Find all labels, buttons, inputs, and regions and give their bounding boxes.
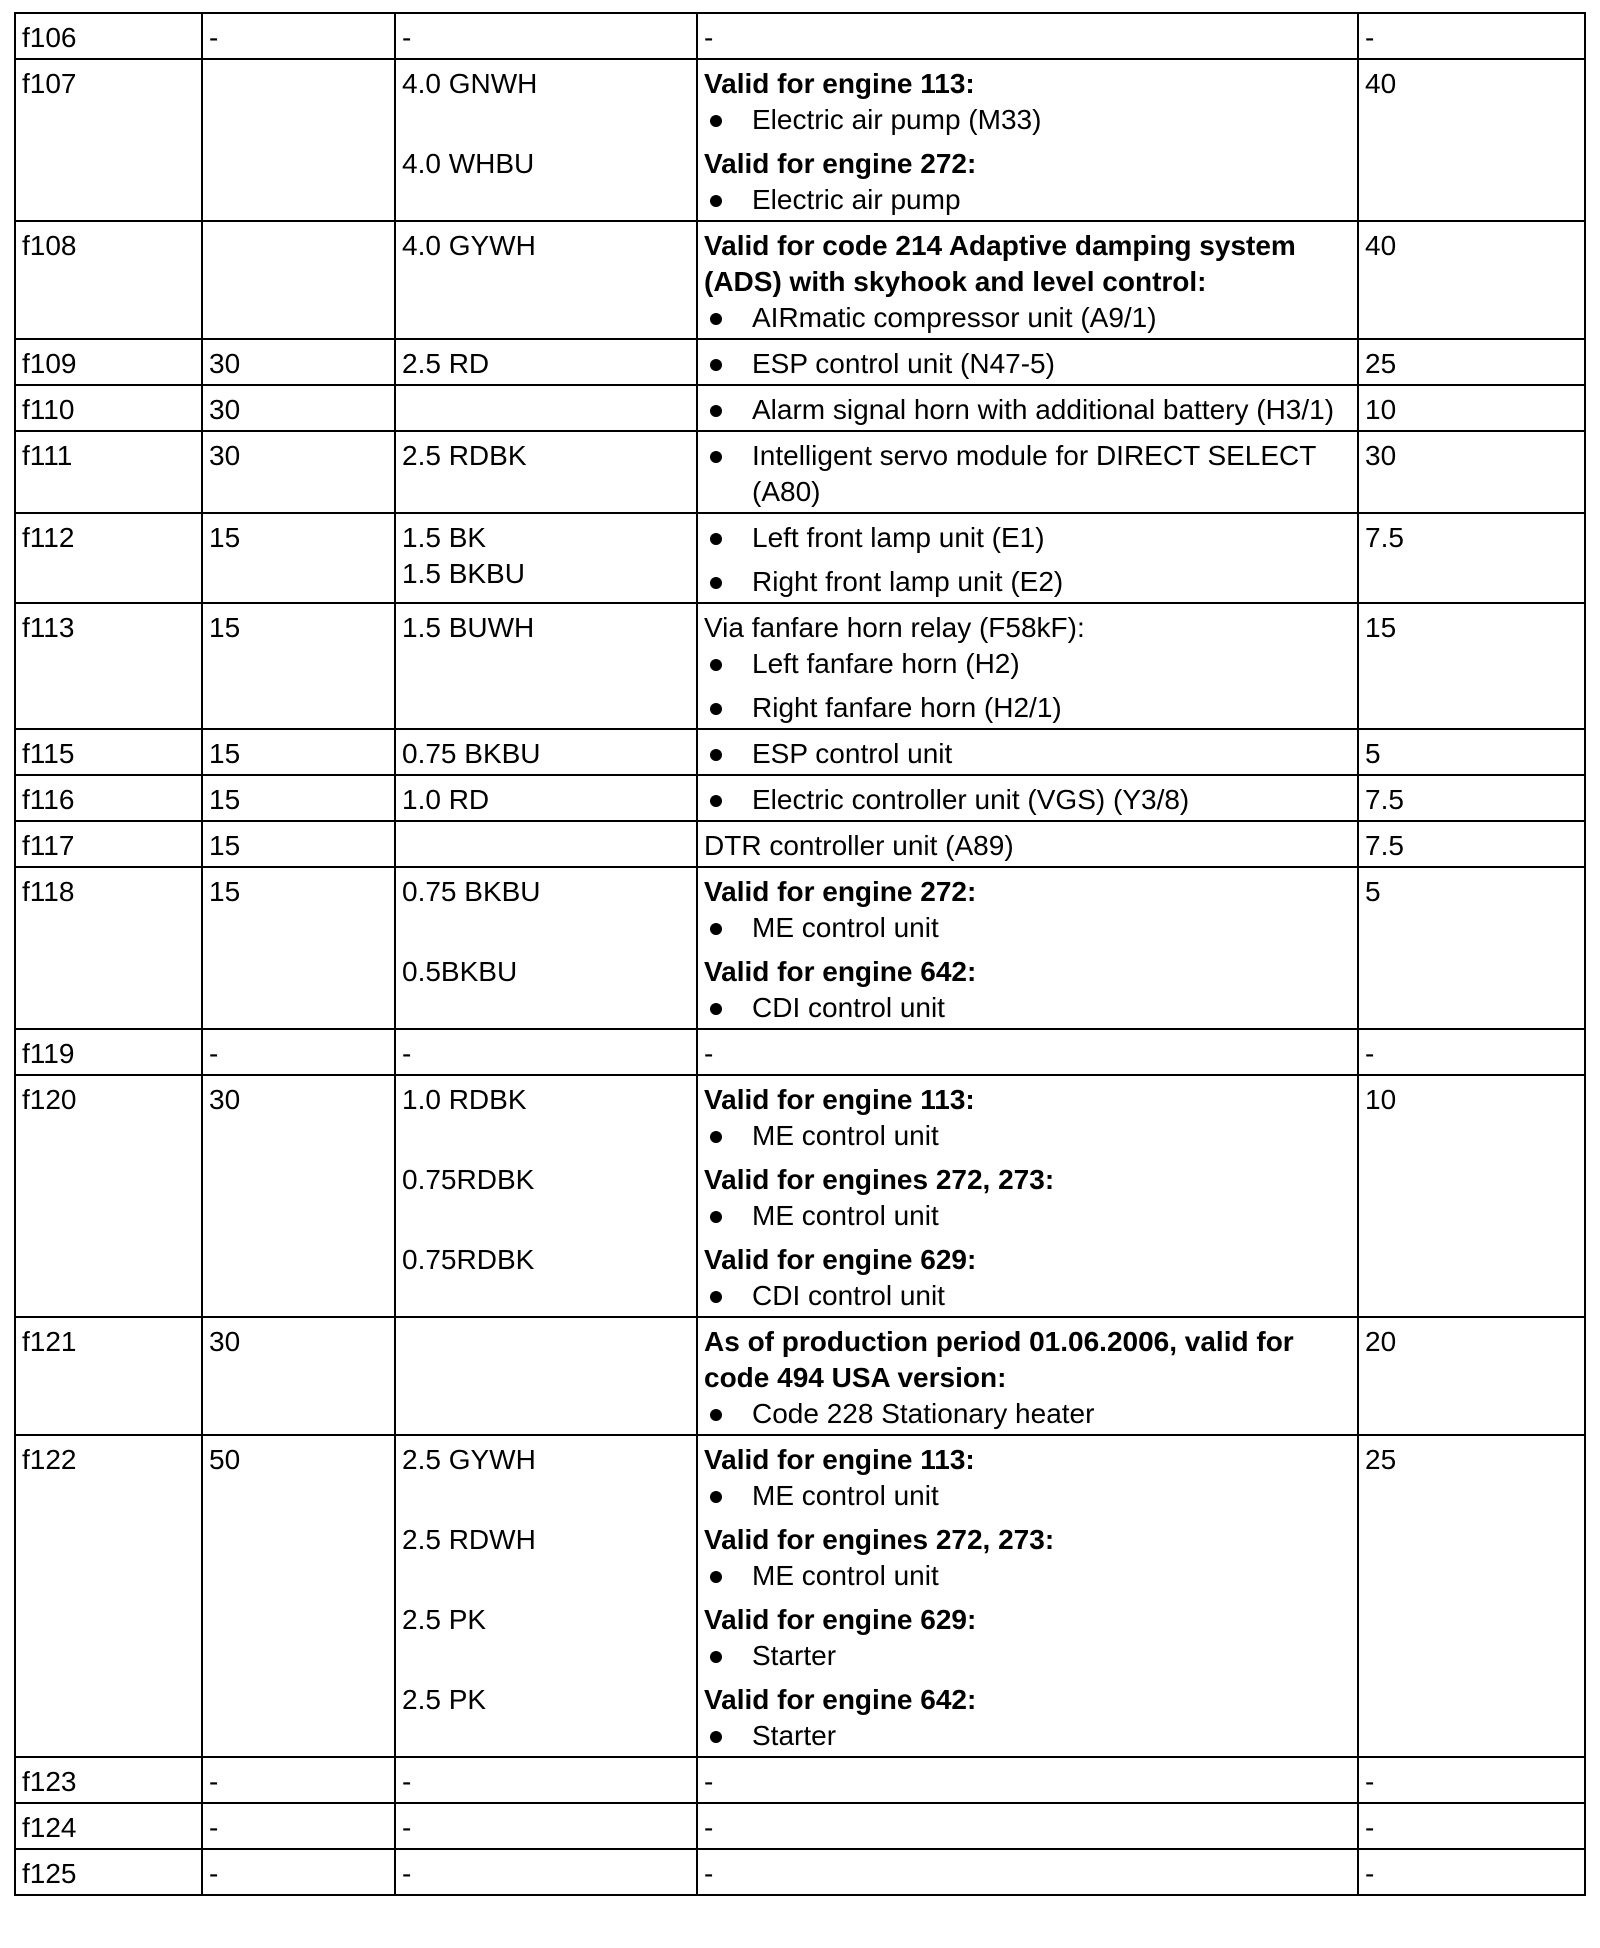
wire-cell <box>395 1849 697 1895</box>
consumer-heading: Valid for engine 629: <box>704 1244 977 1275</box>
consumer-item <box>704 1638 1351 1674</box>
consumer-cell <box>697 221 1358 339</box>
wire-spec: 1.0 RDBK <box>402 1084 527 1115</box>
fuse-number-cell: f120 <box>15 1075 202 1317</box>
fuse-number-cell: f108 <box>15 221 202 339</box>
consumer-item-text: AIRmatic compressor unit (A9/1) <box>752 302 1157 333</box>
consumer-item <box>704 910 1351 946</box>
consumer-item <box>704 1278 1351 1314</box>
amperage-cell: - <box>1358 1757 1585 1803</box>
consumer-item <box>704 564 1351 600</box>
fuse-number-cell: f121 <box>15 1317 202 1435</box>
fuse-number-cell: f117 <box>15 821 202 867</box>
bullet-icon <box>710 1731 722 1743</box>
consumer-heading: Valid for engine 113: <box>704 1444 975 1475</box>
terminal-cell: 30 <box>202 1075 395 1317</box>
amperage-cell: 5 <box>1358 867 1585 1029</box>
consumer-heading: Valid for engine 272: <box>704 148 977 179</box>
consumer-heading: Via fanfare horn relay (F58kF): <box>704 612 1085 643</box>
table-row <box>15 1435 1585 1757</box>
fuse-number-cell: f106 <box>15 13 202 59</box>
wire-spec: 0.75 BKBU <box>402 876 541 907</box>
bullet-icon <box>710 577 722 589</box>
consumer-group <box>704 66 1351 138</box>
table-row <box>15 821 1585 867</box>
amperage-cell: - <box>1358 1849 1585 1895</box>
consumer-heading: Valid for engines 272, 273: <box>704 1164 1055 1195</box>
consumer-cell <box>697 603 1358 729</box>
fuse-number-cell: f113 <box>15 603 202 729</box>
consumer-item-text: CDI control unit <box>752 992 945 1023</box>
wire-spec: 1.5 BUWH <box>402 612 535 643</box>
fuse-number-cell: f124 <box>15 1803 202 1849</box>
consumer-group <box>704 1082 1351 1154</box>
consumer-heading: Valid for engine 113: <box>704 68 975 99</box>
wire-cell <box>395 59 697 221</box>
consumer-heading: Valid for engine 642: <box>704 1684 977 1715</box>
consumer-item-text: ME control unit <box>752 1480 939 1511</box>
wire-cell <box>395 1435 697 1757</box>
consumer-group <box>704 782 1351 818</box>
fuse-number-cell: f122 <box>15 1435 202 1757</box>
consumer-cell <box>697 13 1358 59</box>
consumer-item-text: Code 228 Stationary heater <box>752 1398 1095 1429</box>
bullet-icon <box>710 659 722 671</box>
table-row <box>15 1803 1585 1849</box>
consumer-item <box>704 1198 1351 1234</box>
consumer-heading: Valid for engine 642: <box>704 956 977 987</box>
bullet-icon <box>710 795 722 807</box>
consumer-item-text: Left fanfare horn (H2) <box>752 648 1020 679</box>
consumer-group <box>704 954 1351 1026</box>
consumer-cell <box>697 1757 1358 1803</box>
wire-spec: 1.5 BK <box>402 522 487 553</box>
terminal-cell: 50 <box>202 1435 395 1757</box>
consumer-item-text: Alarm signal horn with additional battery (H3/1) <box>752 394 1335 425</box>
amperage-cell: 40 <box>1358 221 1585 339</box>
fuse-number-cell: f111 <box>15 431 202 513</box>
consumer-group <box>704 1442 1351 1514</box>
consumer-heading: - <box>704 1766 714 1797</box>
consumer-heading: - <box>704 1858 714 1889</box>
consumer-cell <box>697 431 1358 513</box>
bullet-icon <box>710 451 722 463</box>
consumer-item <box>704 300 1351 336</box>
consumer-item-text: ME control unit <box>752 912 939 943</box>
consumer-cell <box>697 821 1358 867</box>
table-row <box>15 1029 1585 1075</box>
wire-spec: 0.75RDBK <box>402 1244 535 1275</box>
terminal-cell: 15 <box>202 513 395 603</box>
consumer-item-text: Right front lamp unit (E2) <box>752 566 1064 597</box>
consumer-item <box>704 690 1351 726</box>
consumer-item-text: Electric air pump (M33) <box>752 104 1042 135</box>
amperage-cell: 25 <box>1358 339 1585 385</box>
consumer-group <box>704 1856 1351 1892</box>
consumer-item <box>704 438 1351 510</box>
wire-spec: 2.5 GYWH <box>402 1444 536 1475</box>
amperage-cell: - <box>1358 13 1585 59</box>
table-row <box>15 1075 1585 1317</box>
bullet-icon <box>710 1409 722 1421</box>
terminal-cell <box>202 221 395 339</box>
consumer-cell <box>697 1803 1358 1849</box>
table-row <box>15 59 1585 221</box>
consumer-item <box>704 1478 1351 1514</box>
terminal-cell: 15 <box>202 821 395 867</box>
consumer-group <box>704 828 1351 864</box>
wire-spec: - <box>402 22 412 53</box>
wire-cell <box>395 1075 697 1317</box>
terminal-cell: - <box>202 1849 395 1895</box>
consumer-item <box>704 782 1351 818</box>
wire-spec: 0.75 BKBU <box>402 738 541 769</box>
table-row <box>15 775 1585 821</box>
wire-spec: 2.5 RDWH <box>402 1524 536 1555</box>
wire-spec: 2.5 PK <box>402 1684 487 1715</box>
wire-cell <box>395 775 697 821</box>
consumer-item <box>704 736 1351 772</box>
consumer-item-text: Intelligent servo module for DIRECT SELECT (A80) <box>752 440 1316 507</box>
consumer-item-text: ESP control unit <box>752 738 953 769</box>
consumer-item <box>704 1118 1351 1154</box>
wire-cell <box>395 13 697 59</box>
consumer-group <box>704 1162 1351 1234</box>
consumer-cell <box>697 1029 1358 1075</box>
consumer-heading: DTR controller unit (A89) <box>704 830 1014 861</box>
wire-cell <box>395 1757 697 1803</box>
table-row <box>15 221 1585 339</box>
consumer-item-text: Starter <box>752 1720 837 1751</box>
amperage-cell: 30 <box>1358 431 1585 513</box>
consumer-heading: - <box>704 1038 714 1069</box>
wire-cell <box>395 867 697 1029</box>
consumer-group <box>704 874 1351 946</box>
wire-spec: - <box>402 1858 412 1889</box>
wire-spec: 1.0 RD <box>402 784 490 815</box>
wire-cell <box>395 339 697 385</box>
table-row <box>15 385 1585 431</box>
consumer-item-text: Right fanfare horn (H2/1) <box>752 692 1062 723</box>
terminal-cell: - <box>202 1757 395 1803</box>
fuse-table-body <box>15 13 1585 1895</box>
consumer-cell <box>697 775 1358 821</box>
amperage-cell: 7.5 <box>1358 821 1585 867</box>
consumer-group <box>704 20 1351 56</box>
amperage-cell: - <box>1358 1803 1585 1849</box>
fuse-number-cell: f118 <box>15 867 202 1029</box>
bullet-icon <box>710 1211 722 1223</box>
fuse-number-cell: f123 <box>15 1757 202 1803</box>
consumer-group <box>704 1242 1351 1314</box>
wire-spec: - <box>402 1812 412 1843</box>
bullet-icon <box>710 923 722 935</box>
consumer-group <box>704 346 1351 382</box>
consumer-heading: Valid for engine 272: <box>704 876 977 907</box>
amperage-cell: 7.5 <box>1358 513 1585 603</box>
consumer-item <box>704 1718 1351 1754</box>
terminal-cell: 30 <box>202 385 395 431</box>
bullet-icon <box>710 313 722 325</box>
table-row <box>15 1317 1585 1435</box>
consumer-item <box>704 182 1351 218</box>
terminal-cell: 15 <box>202 729 395 775</box>
consumer-heading: Valid for engines 272, 273: <box>704 1524 1055 1555</box>
consumer-heading: As of production period 01.06.2006, valid for code 494 USA version: <box>704 1326 1294 1393</box>
consumer-item <box>704 346 1351 382</box>
consumer-group <box>704 1324 1351 1432</box>
wire-spec: 2.5 PK <box>402 1604 487 1635</box>
consumer-cell <box>697 339 1358 385</box>
terminal-cell: - <box>202 1803 395 1849</box>
fuse-number-cell: f110 <box>15 385 202 431</box>
amperage-cell: 10 <box>1358 1075 1585 1317</box>
fuse-number-cell: f116 <box>15 775 202 821</box>
consumer-cell <box>697 1317 1358 1435</box>
wire-cell <box>395 221 697 339</box>
consumer-group <box>704 1522 1351 1594</box>
consumer-group <box>704 736 1351 772</box>
bullet-icon <box>710 533 722 545</box>
consumer-item-text: ESP control unit (N47-5) <box>752 348 1055 379</box>
consumer-item-text: ME control unit <box>752 1120 939 1151</box>
consumer-item-text: CDI control unit <box>752 1280 945 1311</box>
amperage-cell: - <box>1358 1029 1585 1075</box>
amperage-cell: 25 <box>1358 1435 1585 1757</box>
wire-spec: 2.5 RDBK <box>402 440 527 471</box>
amperage-cell: 5 <box>1358 729 1585 775</box>
consumer-item <box>704 646 1351 682</box>
consumer-item-text: ME control unit <box>752 1560 939 1591</box>
wire-spec: 4.0 GYWH <box>402 230 536 261</box>
table-row <box>15 603 1585 729</box>
consumer-group <box>704 438 1351 510</box>
table-row <box>15 13 1585 59</box>
wire-cell <box>395 1029 697 1075</box>
table-row <box>15 513 1585 603</box>
bullet-icon <box>710 115 722 127</box>
consumer-group <box>704 1036 1351 1072</box>
bullet-icon <box>710 1291 722 1303</box>
table-row <box>15 867 1585 1029</box>
amperage-cell: 20 <box>1358 1317 1585 1435</box>
consumer-group <box>704 228 1351 336</box>
table-row <box>15 1757 1585 1803</box>
fuse-number-cell: f125 <box>15 1849 202 1895</box>
consumer-cell <box>697 1075 1358 1317</box>
table-row <box>15 729 1585 775</box>
bullet-icon <box>710 195 722 207</box>
consumer-group <box>704 146 1351 218</box>
fuse-number-cell: f109 <box>15 339 202 385</box>
wire-cell <box>395 821 697 867</box>
table-row <box>15 431 1585 513</box>
consumer-item <box>704 102 1351 138</box>
consumer-heading: - <box>704 22 714 53</box>
fuse-number-cell: f115 <box>15 729 202 775</box>
table-row <box>15 1849 1585 1895</box>
bullet-icon <box>710 405 722 417</box>
consumer-heading: Valid for engine 629: <box>704 1604 977 1635</box>
bullet-icon <box>710 703 722 715</box>
consumer-group <box>704 1602 1351 1674</box>
wire-spec: 0.5BKBU <box>402 956 518 987</box>
consumer-item <box>704 392 1351 428</box>
consumer-item-text: Starter <box>752 1640 837 1671</box>
amperage-cell: 10 <box>1358 385 1585 431</box>
wire-cell <box>395 513 697 603</box>
consumer-group <box>704 1810 1351 1846</box>
wire-cell <box>395 603 697 729</box>
consumer-item <box>704 990 1351 1026</box>
terminal-cell: 15 <box>202 867 395 1029</box>
bullet-icon <box>710 1491 722 1503</box>
consumer-heading: Valid for engine 113: <box>704 1084 975 1115</box>
terminal-cell <box>202 59 395 221</box>
consumer-cell <box>697 729 1358 775</box>
fuse-number-cell: f107 <box>15 59 202 221</box>
wire-spec: 4.0 WHBU <box>402 148 535 179</box>
wire-spec: 4.0 GNWH <box>402 68 538 99</box>
wire-cell <box>395 431 697 513</box>
wire-cell <box>395 729 697 775</box>
wire-spec: 1.5 BKBU <box>402 558 525 589</box>
consumer-group <box>704 392 1351 428</box>
wire-spec: 2.5 RD <box>402 348 490 379</box>
consumer-item <box>704 1396 1351 1432</box>
wire-spec: - <box>402 1766 412 1797</box>
bullet-icon <box>710 1131 722 1143</box>
consumer-group <box>704 1764 1351 1800</box>
bullet-icon <box>710 1571 722 1583</box>
consumer-item-text: Left front lamp unit (E1) <box>752 522 1045 553</box>
wire-cell <box>395 1317 697 1435</box>
bullet-icon <box>710 1651 722 1663</box>
amperage-cell: 15 <box>1358 603 1585 729</box>
consumer-heading: Valid for code 214 Adaptive damping system (ADS) with skyhook and level control: <box>704 230 1296 297</box>
consumer-cell <box>697 1849 1358 1895</box>
terminal-cell: 30 <box>202 339 395 385</box>
consumer-item-text: ME control unit <box>752 1200 939 1231</box>
consumer-cell <box>697 385 1358 431</box>
consumer-item <box>704 520 1351 556</box>
wire-cell <box>395 1803 697 1849</box>
wire-spec: 0.75RDBK <box>402 1164 535 1195</box>
consumer-cell <box>697 867 1358 1029</box>
table-row <box>15 339 1585 385</box>
bullet-icon <box>710 749 722 761</box>
fuse-number-cell: f112 <box>15 513 202 603</box>
wire-spec: - <box>402 1038 412 1069</box>
bullet-icon <box>710 359 722 371</box>
terminal-cell: 30 <box>202 431 395 513</box>
consumer-heading: - <box>704 1812 714 1843</box>
amperage-cell: 7.5 <box>1358 775 1585 821</box>
fuse-allocation-table <box>14 12 1586 1896</box>
wire-cell <box>395 385 697 431</box>
consumer-group <box>704 1682 1351 1754</box>
consumer-item-text: Electric air pump <box>752 184 961 215</box>
fuse-number-cell: f119 <box>15 1029 202 1075</box>
consumer-group <box>704 520 1351 600</box>
consumer-cell <box>697 513 1358 603</box>
terminal-cell: 30 <box>202 1317 395 1435</box>
bullet-icon <box>710 1003 722 1015</box>
consumer-item-text: Electric controller unit (VGS) (Y3/8) <box>752 784 1190 815</box>
terminal-cell: 15 <box>202 603 395 729</box>
amperage-cell: 40 <box>1358 59 1585 221</box>
consumer-cell <box>697 1435 1358 1757</box>
terminal-cell: - <box>202 13 395 59</box>
terminal-cell: 15 <box>202 775 395 821</box>
consumer-group <box>704 610 1351 726</box>
terminal-cell: - <box>202 1029 395 1075</box>
consumer-cell <box>697 59 1358 221</box>
consumer-item <box>704 1558 1351 1594</box>
